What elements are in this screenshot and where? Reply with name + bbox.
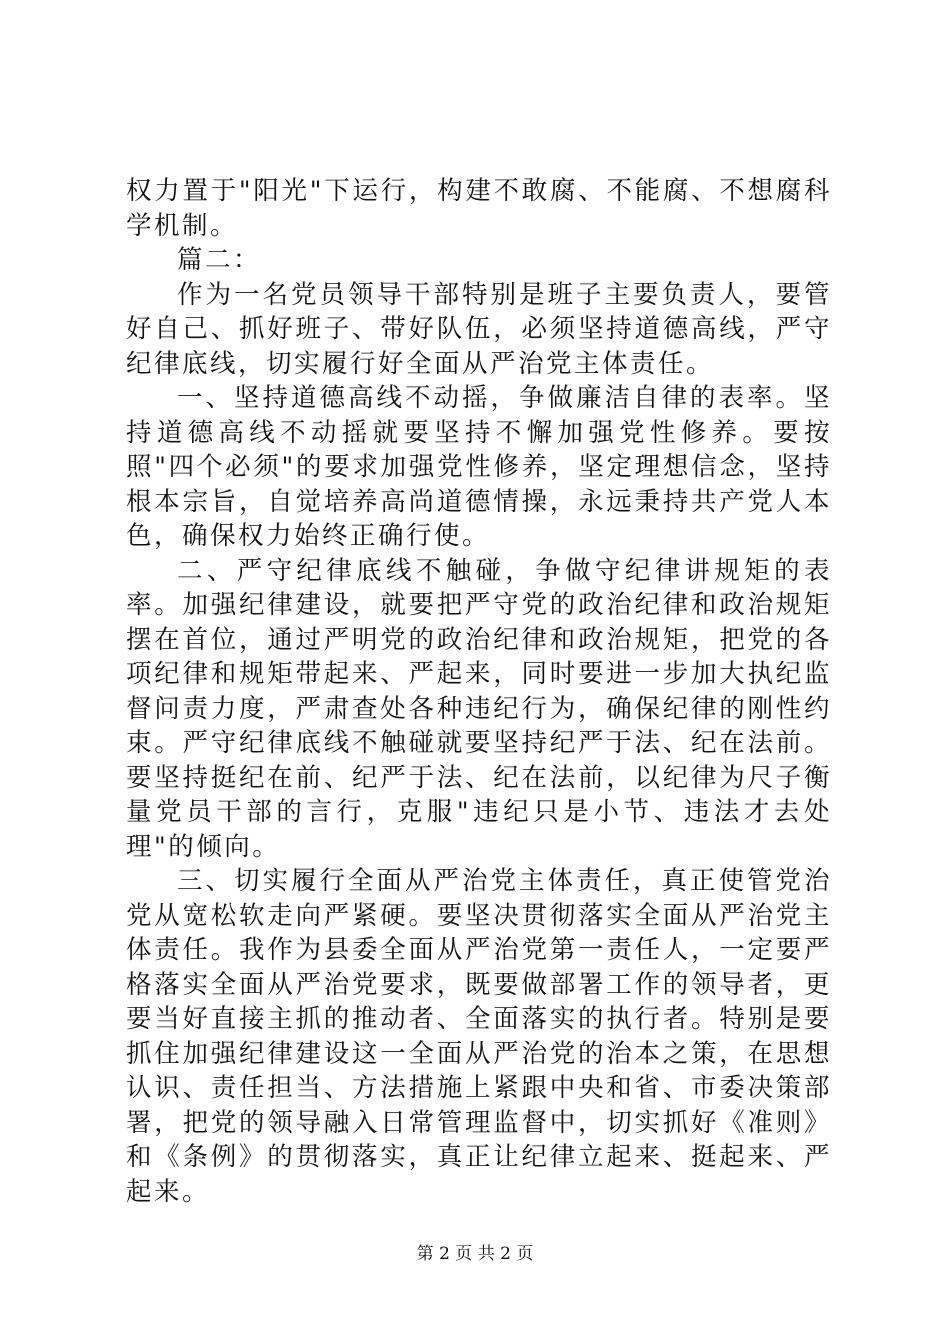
section-heading: 篇二： (177, 245, 262, 275)
paragraph-point-one: 一、坚持道德高线不动摇，争做廉洁自律的表率。坚持道德高线不动摇就要坚持不懈加强党性修养。要按照"四个必须"的要求加强党性修养，坚定理想信念，坚持根本宗旨，自觉培养高尚道德情操，永远秉持共产党人本色，确保权力始终正确行使。 (126, 383, 832, 551)
page-footer: 第 2 页 共 2 页 (416, 1244, 534, 1264)
paragraph-point-two: 二、严守纪律底线不触碰，争做守纪律讲规矩的表率。加强纪律建设，就要把严守党的政治纪律和政治规矩摆在首位，通过严明党的政治纪律和政治规矩，把党的各项纪律和规矩带起来、严起来，同时要进一步加大执纪监督问责力度，严肃查处各种违纪行为，确保纪律的刚性约束。严守纪律底线不触碰就要坚持纪严于法、纪在法前。要坚持挺纪在前、纪严于法、纪在法前，以纪律为尺子衡量党员干部的言行，克服"违纪只是小节、违法才去处理"的倾向。 (126, 555, 832, 862)
paragraph-continuation: 权力置于"阳光"下运行，构建不敢腐、不能腐、不想腐科学机制。 (126, 176, 832, 241)
paragraph-intro: 作为一名党员领导干部特别是班子主要负责人，要管好自己、抓好班子、带好队伍，必须坚持道德高线，严守纪律底线，切实履行好全面从严治党主体责任。 (126, 279, 832, 379)
document-body (126, 174, 832, 1209)
paragraph-point-three: 三、切实履行全面从严治党主体责任，真正使管党治党从宽松软走向严紧硬。要坚决贯彻落实全面从严治党主体责任。我作为县委全面从严治党第一责任人，一定要严格落实全面从严治党要求，既要做部署工作的领导者，更要当好直接主抓的推动者、全面落实的执行者。特别是要抓住加强纪律建设这一全面从严治党的治本之策，在思想认识、责任担当、方法措施上紧跟中央和省、市委决策部署，把党的领导融入日常管理监督中，切实抓好《准则》和《条例》的贯彻落实，真正让纪律立起来、挺起来、严起来。 (126, 866, 832, 1207)
